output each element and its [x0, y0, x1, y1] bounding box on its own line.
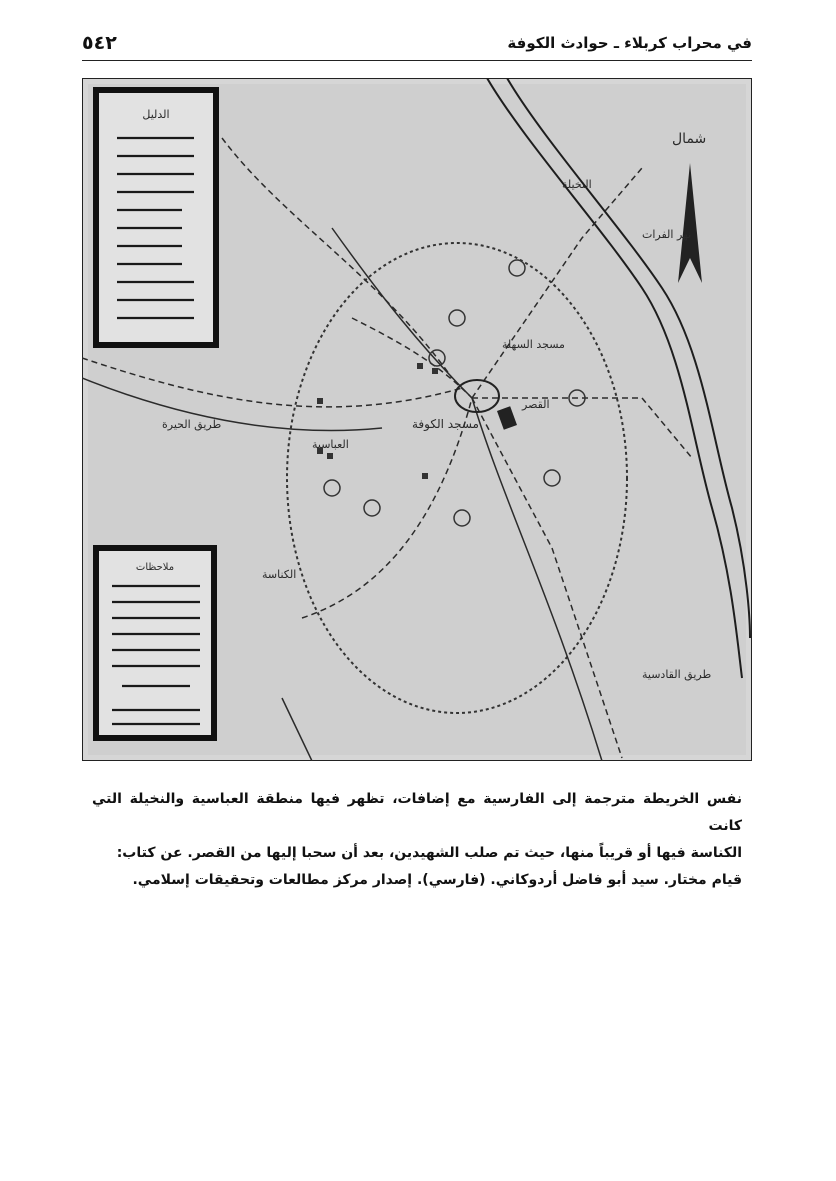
- sahla-label: مسجد السهلة: [502, 338, 565, 351]
- nukhayla-label: النخيلة: [562, 178, 592, 191]
- caption-line-3: قيام مختار. سيد أبو فاضل أردوكاني. (فارسي). إصدار مركز مطالعات وتحقيقات إسلامي.: [132, 872, 742, 888]
- kunasa-label: الكناسة: [262, 568, 297, 581]
- historical-map-figure: [82, 78, 752, 761]
- euphrates-label: نهر الفرات: [642, 228, 692, 241]
- qadisiya-label: طريق القادسية: [642, 668, 712, 681]
- running-title: في محراب كربلاء ـ حوادث الكوفة: [507, 34, 752, 52]
- svg-text:شمال: شمال: [672, 131, 707, 147]
- palace-label: القصر: [522, 398, 550, 411]
- hira-label: طريق الحيرة: [162, 418, 222, 431]
- svg-text:الدليل: الدليل: [142, 108, 170, 121]
- notes-box: [96, 548, 214, 738]
- caption-line-1: نفس الخريطة مترجمة إلى الفارسية مع إضافات، تظهر فيها منطقة العباسية والنخيلة التي كانت: [92, 791, 742, 834]
- page-header: [82, 30, 752, 61]
- svg-text:ملاحظات: ملاحظات: [135, 562, 175, 573]
- legend-box: [96, 90, 216, 345]
- caption-line-2: الكناسة فيها أو قريباً منها، حيث تم صلب الشهيدين، بعد أن سحبا إليها من القصر. عن كتاب:: [116, 845, 742, 861]
- page-number: ٥٤٢: [82, 32, 117, 54]
- abbasiya-label: العباسية: [312, 438, 349, 451]
- mosque-label: مسجد الكوفة: [412, 417, 479, 431]
- figure-caption: [92, 786, 742, 894]
